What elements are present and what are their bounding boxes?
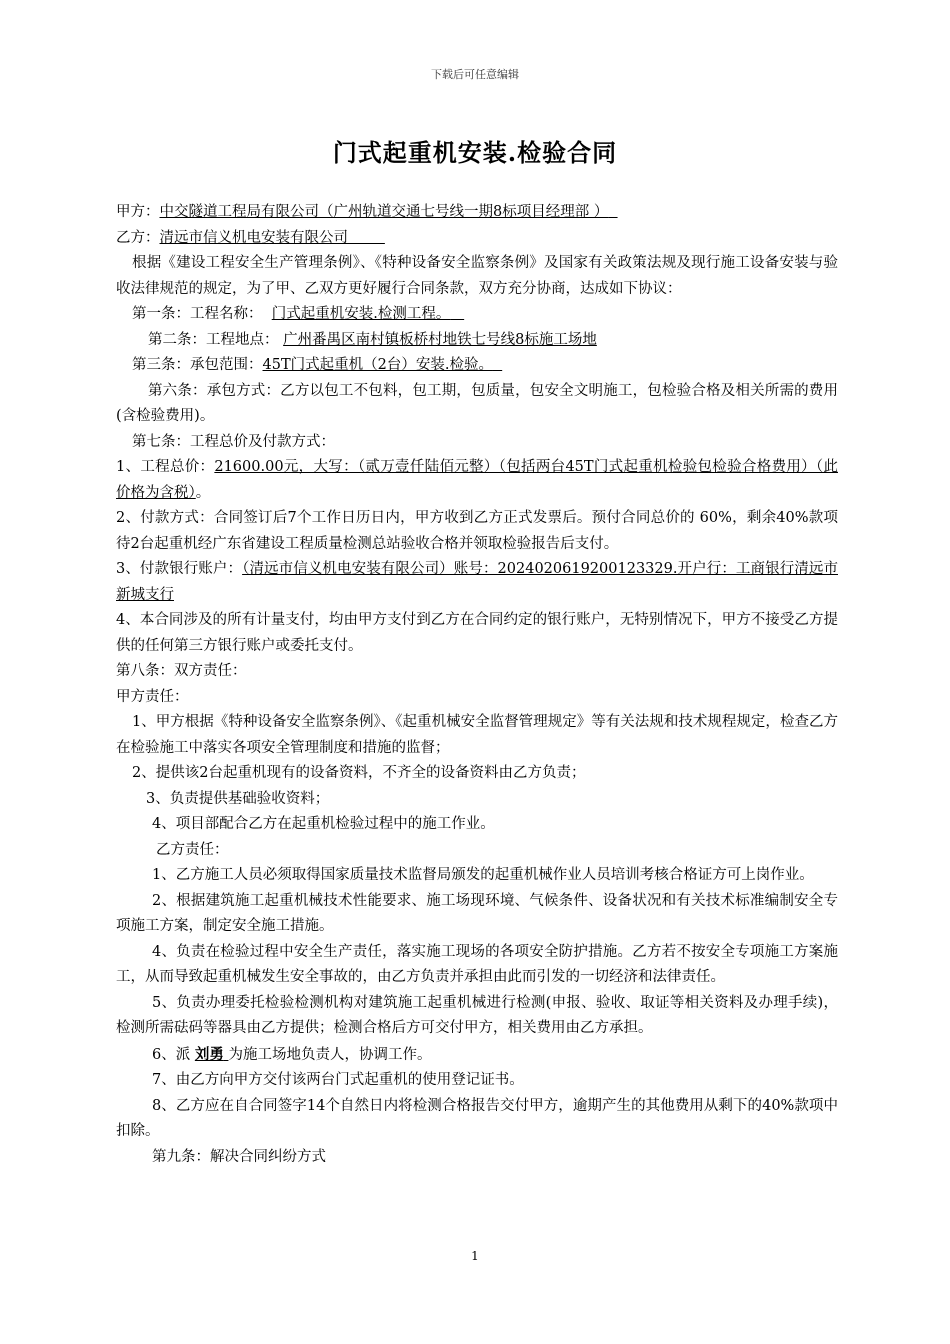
contract-scope: 45T门式起重机（2台）安装.检验。 (262, 357, 493, 373)
intro-paragraph: 根据《建设工程安全生产管理条例》、《特种设备安全监察条例》及国家有关政策法规及现行施工设备安装与验收法律规范的规定，为了甲、乙双方更好履行合同条款，双方充分协商，达成如下协议： (116, 255, 838, 297)
total-price: 21600.00元，大写：（贰万壹仟陆佰元整）（包括两台45T门式起重机检验包检验合格费用）（此价格为含税） (116, 459, 838, 501)
project-name: 门式起重机安装.检测工程。 (271, 306, 451, 322)
party-b-resp-8: 8、乙方应在自合同签字14个自然日内将检测合格报告交付甲方，逾期产生的其他费用从剩下的40%款项中扣除。 (116, 1097, 838, 1139)
article-9: 第九条：解决合同纠纷方式 (152, 1148, 326, 1165)
article-1: 第一条：工程名称： 门式起重机安装.检测工程。 (132, 306, 451, 322)
payment-2: 2、付款方式：合同签订后7个工作日历日内，甲方收到乙方正式发票后。预付合同总价的 60%，剩余40%款项待2台起重机经广东省建设工程质量检测总站验收合格并领取检验报告后支付。 (116, 510, 838, 552)
party-b-resp-2: 2、根据建筑施工起重机械技术性能要求、施工场现环境、气候条件、设备状况和有关技术标准编制安全专项施工方案，制定安全施工措施。 (116, 892, 838, 934)
party-a-resp-4: 4、项目部配合乙方在起重机检验过程中的施工作业。 (152, 816, 495, 832)
bank-account: （清远市信义机电安装有限公司）账号：2024020619200123329.开户行：工商银行清远市新城支行 (116, 561, 838, 603)
party-b-name: 清远市信义机电安装有限公司 (159, 229, 348, 246)
article-3: 第三条：承包范围：45T门式起重机（2台）安装.检验。 (132, 357, 493, 373)
party-b-resp-1: 1、乙方施工人员必须取得国家质量技术监督局颁发的起重机械作业人员培训考核合格证方可上岗作业。 (152, 867, 814, 883)
party-b-resp-5: 5、负责办理委托检验检测机构对建筑施工起重机械进行检测(申报、验收、取证等相关资料及办理手续)，检测所需砝码等器具由乙方提供；检测合格后方可交付甲方，相关费用由乙方承担。 (116, 994, 838, 1036)
article-6: 第六条：承包方式：乙方以包工不包料，包工期，包质量，包安全文明施工，包检验合格及相关所需的费用(含检验费用)。 (116, 382, 838, 424)
party-b-resp-7: 7、由乙方向甲方交付该两台门式起重机的使用登记证书。 (152, 1072, 524, 1088)
article-2: 第二条：工程地点： 广州番禺区南村镇板桥村地铁七号线8标施工场地 (148, 331, 597, 348)
article-8: 第八条：双方责任： (116, 663, 247, 679)
payment-4: 4、本合同涉及的所有计量支付，均由甲方支付到乙方在合同约定的银行账户，无特别情况下，甲方不接受乙方提供的任何第三方银行账户或委托支付。 (116, 612, 838, 654)
project-location: 广州番禺区南村镇板桥村地铁七号线8标施工场地 (283, 331, 597, 348)
party-a-resp-1: 1、甲方根据《特种设备安全监察条例》、《起重机械安全监督管理规定》等有关法规和技术规程规定，检查乙方在检验施工中落实各项安全管理制度和措施的监督； (116, 714, 838, 756)
payment-1: 1、工程总价：21600.00元，大写：（贰万壹仟陆佰元整）（包括两台45T门式起重机检验包检验合格费用）（此价格为含税）。 (116, 459, 838, 501)
payment-3: 3、付款银行账户：（清远市信义机电安装有限公司）账号：2024020619200123329.开户行：工商银行清远市新城支行 (116, 561, 838, 603)
party-b-resp-4: 4、负责在检验过程中安全生产责任，落实施工现场的各项安全防护措施。乙方若不按安全专项施工方案施工，从而导致起重机械发生安全事故的，由乙方负责并承担由此而引发的一切经济和法律责任。 (116, 943, 838, 985)
page-header: 下载后可任意编辑 (431, 68, 519, 81)
party-b: 乙方：清远市信义机电安装有限公司 (116, 229, 348, 246)
contract-title: 门式起重机安装.检验合同 (332, 138, 618, 167)
party-a-resp-3: 3、负责提供基础验收资料； (146, 790, 330, 807)
party-a: 甲方：中交隧道工程局有限公司（广州轨道交通七号线一期8标项目经理部 ） (116, 204, 609, 220)
party-a-name: 中交隧道工程局有限公司（广州轨道交通七号线一期8标项目经理部 ） (159, 204, 609, 220)
contract-body (116, 200, 838, 1170)
article-7: 第七条：工程总价及付款方式： (132, 433, 335, 450)
site-manager-name: 刘勇 (194, 1045, 224, 1063)
party-a-resp-title: 甲方责任： (116, 688, 189, 705)
party-b-resp-6: 6、派 刘勇 为施工场地负责人，协调工作。 (152, 1045, 432, 1063)
page-number: 1 (471, 1249, 479, 1263)
party-b-resp-title: 乙方责任： (156, 841, 229, 858)
party-a-resp-2: 2、提供该2台起重机现有的设备资料，不齐全的设备资料由乙方负责； (132, 765, 586, 781)
